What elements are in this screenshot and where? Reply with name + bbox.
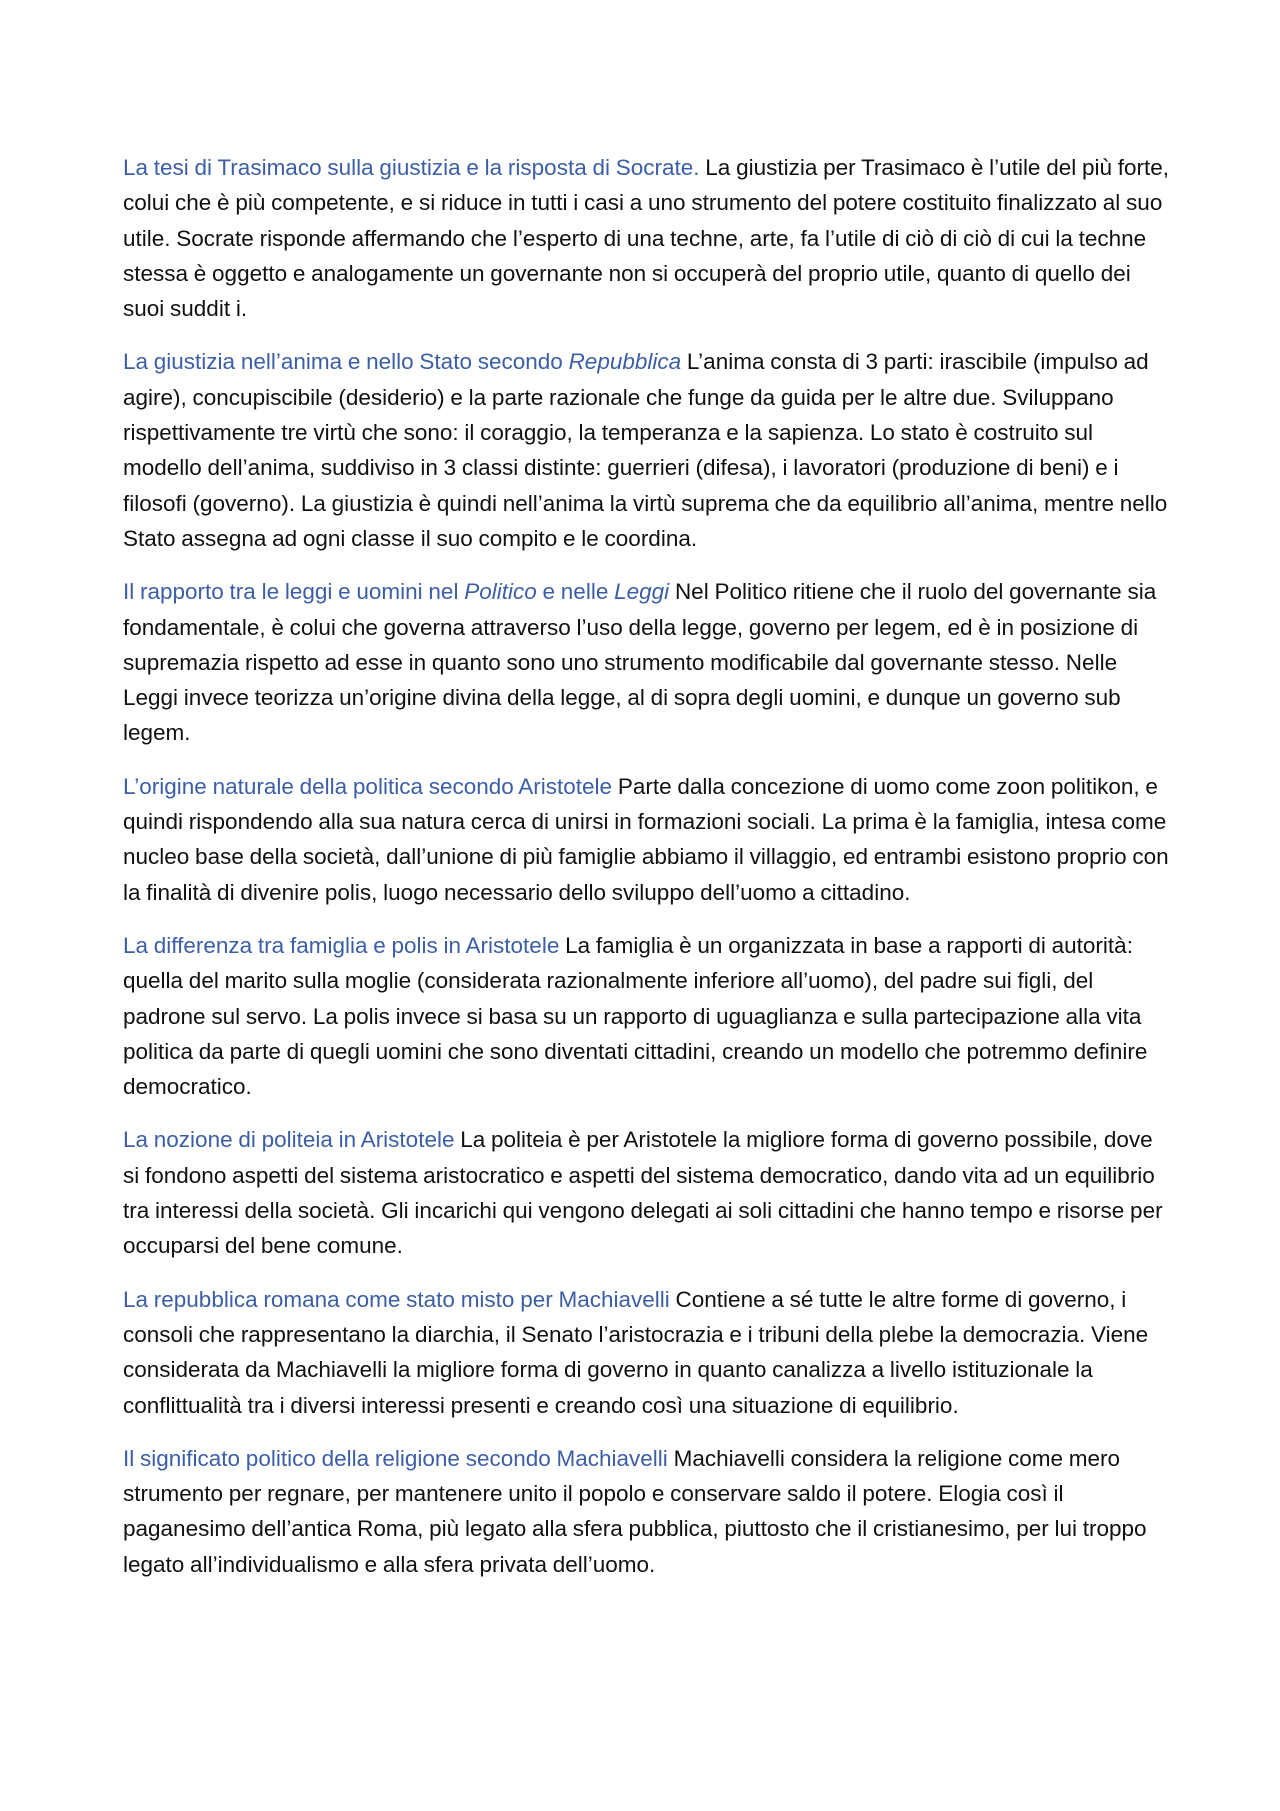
paragraph-repubblica-romana (123, 1282, 1173, 1423)
section-body: Contiene a sé tutte le altre forme di governo, i consoli che rappresentano la diarchia, il Senato l’aristocrazia e i tribuni della plebe la democrazia. Viene considerata da Machiavelli la migliore forma di governo in quanto canalizza a livello istituzionale la conflittualità tra i diversi interessi presenti e creando così una situazione di equilibrio. (123, 1286, 1149, 1418)
section-heading: La nozione di politeia in Aristotele (123, 1127, 455, 1153)
paragraph-famiglia-polis (123, 928, 1173, 1104)
document-body (123, 150, 1173, 1600)
section-heading-italic: Leggi (614, 579, 670, 605)
section-body: Nel Politico ritiene che il ruolo del governante sia fondamentale, è colui che governa attraverso l’uso della legge, governo per legem, ed è in posizione di supremazia rispetto ad esse in quanto sono uno strumento modificabile dal governante stesso. Nelle Leggi invece teorizza un’origine divina della legge, al di sopra degli uomini, e dunque un governo sub legem. (123, 579, 1157, 746)
section-heading: La tesi di Trasimaco sulla giustizia e la risposta di Socrate. (123, 155, 700, 180)
section-heading: La differenza tra famiglia e polis in Aristotele (123, 932, 560, 958)
section-body: La giustizia per Trasimaco è l’utile del più forte, colui che è più competente, e si riduce in tutti i casi a uno strumento del potere costituito finalizzato al suo utile. Socrate risponde affermando che l’esperto di una techne, arte, fa l’utile di ciò di ciò di cui la techne stessa è oggetto e analogamente un governante non si occuperà del proprio utile, quanto di quello dei suoi suddit i. (123, 155, 1170, 322)
section-body: Machiavelli considera la religione come mero strumento per regnare, per mantenere unito il popolo e conservare saldo il potere. Elogia così il paganesimo dell’antica Roma, più legato alla sfera pubblica, piuttosto che il cristianesimo, per lui troppo legato all’individualismo e alla sfera privata dell’uomo. (123, 1445, 1147, 1577)
section-heading: L’origine naturale della politica secondo Aristotele (123, 773, 613, 799)
paragraph-trasimaco (123, 150, 1173, 326)
section-body: L’anima consta di 3 parti: irascibile (impulso ad agire), concupiscibile (desiderio) e la parte razionale che funge da guida per le altre due. Sviluppano rispettivamente tre virtù che sono: il coraggio, la temperanza e la sapienza. Lo stato è costruito sul modello dell’anima, suddiviso in 3 classi distinte: guerrieri (difesa), i lavoratori (produzione di beni) e i filosofi (governo). La giustizia è quindi nell’anima la virtù suprema che da equilibrio all’anima, mentre nello Stato assegna ad ogni classe il suo compito e le coordina. (123, 349, 1168, 551)
paragraph-repubblica (123, 344, 1173, 556)
paragraph-origine-politica (123, 769, 1173, 910)
section-body: Parte dalla concezione di uomo come zoon politikon, e quindi rispondendo alla sua natura cerca di unirsi in formazioni sociali. La prima è la famiglia, intesa come nucleo base della società, dall’unione di più famiglie abbiamo il villaggio, ed entrambi esistono proprio con la finalità di divenire polis, luogo necessario dello sviluppo dell’uomo a cittadino. (123, 773, 1169, 905)
paragraph-politeia (123, 1122, 1173, 1263)
section-heading-text: La giustizia nell’anima e nello Stato secondo (123, 349, 563, 375)
section-heading-text: e nelle (542, 579, 609, 605)
section-heading (123, 579, 669, 604)
section-heading: La repubblica romana come stato misto per Machiavelli (123, 1286, 670, 1312)
paragraph-politico-leggi (123, 574, 1173, 750)
section-heading-text: Il rapporto tra le leggi e uomini nel (123, 579, 459, 605)
section-body: La famiglia è un organizzata in base a rapporti di autorità: quella del marito sulla moglie (considerata razionalmente inferiore all’uomo), del padre sui figli, del padrone sul servo. La polis invece si basa su un rapporto di uguaglianza e sulla partecipazione alla vita politica da parte di quegli uomini che sono diventati cittadini, creando un modello che potremmo definire democratico. (123, 932, 1148, 1100)
section-heading-italic: Repubblica (568, 349, 682, 375)
section-heading: Il significato politico della religione secondo Machiavelli (123, 1445, 668, 1471)
section-heading (123, 349, 681, 374)
section-heading-italic: Politico (464, 579, 537, 605)
paragraph-religione (123, 1441, 1173, 1582)
section-body: La politeia è per Aristotele la migliore forma di governo possibile, dove si fondono aspetti del sistema aristocratico e aspetti del sistema democratico, dando vita ad un equilibrio tra interessi della società. Gli incarichi qui vengono delegati ai soli cittadini che hanno tempo e risorse per occuparsi del bene comune. (123, 1127, 1163, 1259)
